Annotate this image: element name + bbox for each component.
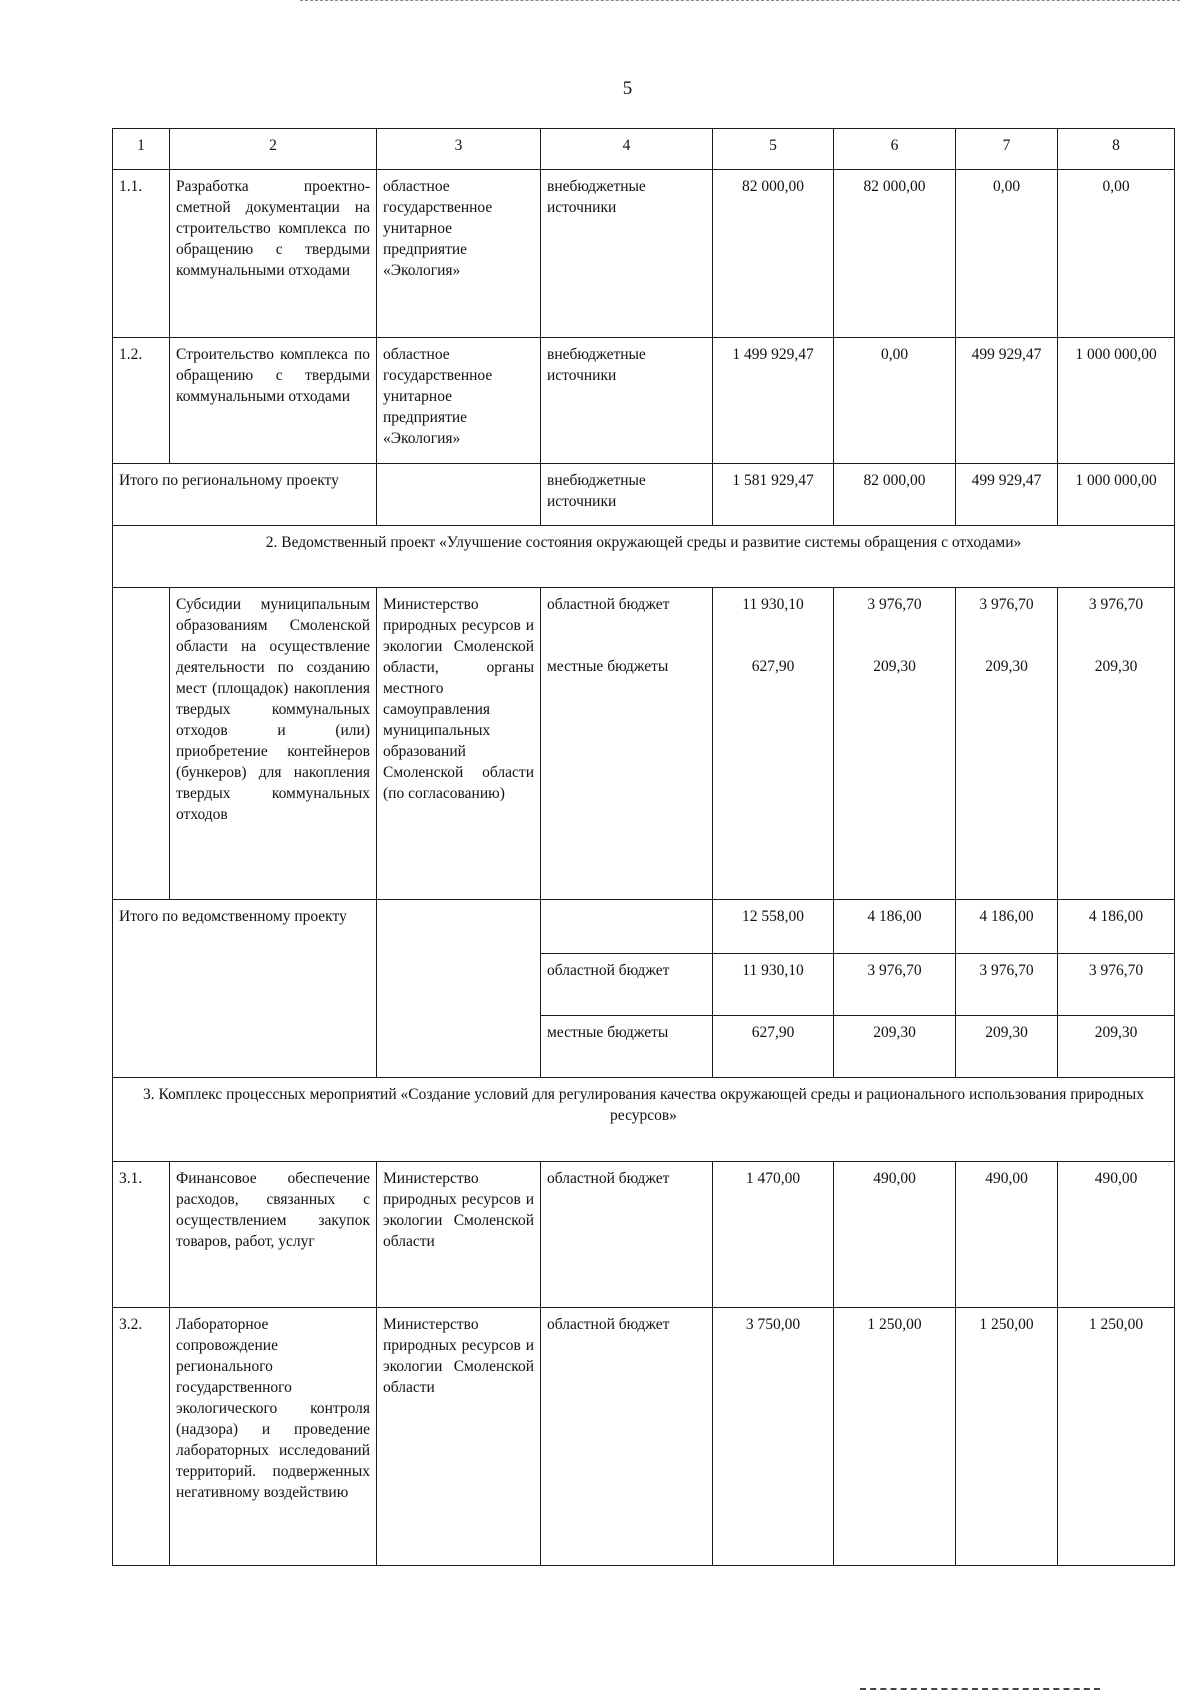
funding-source: областной бюджет <box>541 954 713 1016</box>
executor: областное государственное унитарное предприятие «Экология» <box>377 170 541 338</box>
section-row-2 <box>113 526 1175 588</box>
row-number: 3.1. <box>113 1162 170 1308</box>
funding-source: областной бюджет <box>541 1308 713 1566</box>
column-header: 1 <box>113 129 170 170</box>
value-col8 <box>1058 588 1175 900</box>
value-col7: 209,30 <box>956 1016 1058 1078</box>
value-col7: 499 929,47 <box>956 464 1058 526</box>
value-col5: 82 000,00 <box>713 170 834 338</box>
executor: Министерство природных ресурсов и экологии Смоленской области <box>377 1308 541 1566</box>
total-label: Итого по ведомственному проекту <box>113 900 377 1078</box>
value-col7: 3 976,70 <box>956 954 1058 1016</box>
value-col5 <box>713 588 834 900</box>
value-col6: 4 186,00 <box>834 900 956 954</box>
value-col7: 490,00 <box>956 1162 1058 1308</box>
column-header: 7 <box>956 129 1058 170</box>
value-col5: 627,90 <box>713 1016 834 1078</box>
value-col5: 1 499 929,47 <box>713 338 834 464</box>
row-number: 3.2. <box>113 1308 170 1566</box>
table-row-total-regional <box>113 464 1175 526</box>
value-col5: 3 750,00 <box>713 1308 834 1566</box>
value-col6: 490,00 <box>834 1162 956 1308</box>
value-col7: 1 250,00 <box>956 1308 1058 1566</box>
table-row-1-1 <box>113 170 1175 338</box>
table-row-3-1 <box>113 1162 1175 1308</box>
table-row-1-2 <box>113 338 1175 464</box>
value: 3 976,70 <box>979 596 1034 613</box>
activity-name: Субсидии муниципальным образованиям Смоленской области на осуществление деятельности по созданию мест (площадок) накопления твердых коммунальных отходов и (или) приобретение контейнеров (бункеров) для накопления твердых коммунальных отходов <box>170 588 377 900</box>
value-col5: 12 558,00 <box>713 900 834 954</box>
column-header: 6 <box>834 129 956 170</box>
funding-source: местные бюджеты <box>547 658 669 675</box>
executor: Министерство природных ресурсов и экологии Смоленской области, органы местного самоуправления муниципальных образований Смоленской области (по согласованию) <box>377 588 541 900</box>
activity-name: Финансовое обеспечение расходов, связанных с осуществлением закупок товаров, работ, услуг <box>170 1162 377 1308</box>
column-header-row <box>113 129 1175 170</box>
value-col8: 0,00 <box>1058 170 1175 338</box>
scan-artifact-bottom <box>860 1688 1100 1692</box>
value-col5: 11 930,10 <box>713 954 834 1016</box>
funding-source: местные бюджеты <box>541 1016 713 1078</box>
value-col6: 3 976,70 <box>834 954 956 1016</box>
value-col7: 499 929,47 <box>956 338 1058 464</box>
column-header: 5 <box>713 129 834 170</box>
activity-name: Разработка проектно-сметной документации на строительство комплекса по обращению с твердыми коммунальными отходами <box>170 170 377 338</box>
value-col8: 209,30 <box>1058 1016 1175 1078</box>
value: 3 976,70 <box>867 596 922 613</box>
value: 209,30 <box>873 658 916 675</box>
value-col8: 3 976,70 <box>1058 954 1175 1016</box>
activity-name: Строительство комплекса по обращению с твердыми коммунальными отходами <box>170 338 377 464</box>
table-row-total-dept <box>113 900 1175 954</box>
executor: областное государственное унитарное предприятие «Экология» <box>377 338 541 464</box>
funding-source: внебюджетные источники <box>541 464 713 526</box>
value: 209,30 <box>985 658 1028 675</box>
value-col7: 4 186,00 <box>956 900 1058 954</box>
executor-empty <box>377 900 541 1078</box>
section-row-3 <box>113 1078 1175 1162</box>
funding-source-group <box>541 588 713 900</box>
table-row-subsidy <box>113 588 1175 900</box>
funding-source-empty <box>541 900 713 954</box>
funding-source: внебюджетные источники <box>541 338 713 464</box>
value-col8: 1 000 000,00 <box>1058 338 1175 464</box>
activity-name: Лабораторное сопровождение регионального государственного экологического контроля (надзора) и проведение лабораторных исследований территорий. подверженных негативному воздействию <box>170 1308 377 1566</box>
section-title: 2. Ведомственный проект «Улучшение состояния окружающей среды и развитие системы обращения с отходами» <box>113 526 1175 588</box>
page-number: 5 <box>622 78 633 99</box>
value-col7: 0,00 <box>956 170 1058 338</box>
value-col8: 490,00 <box>1058 1162 1175 1308</box>
funding-source: областной бюджет <box>547 596 670 613</box>
value-col6: 1 250,00 <box>834 1308 956 1566</box>
value-col6: 82 000,00 <box>834 170 956 338</box>
row-number: 1.1. <box>113 170 170 338</box>
value-col6: 0,00 <box>834 338 956 464</box>
value-col6: 82 000,00 <box>834 464 956 526</box>
funding-source: внебюджетные источники <box>541 170 713 338</box>
scan-artifact-top <box>300 0 1180 3</box>
value: 3 976,70 <box>1088 596 1144 613</box>
total-label: Итого по региональному проекту <box>113 464 377 526</box>
executor-empty <box>377 464 541 526</box>
value-col5: 1 581 929,47 <box>713 464 834 526</box>
column-header: 4 <box>541 129 713 170</box>
executor: Министерство природных ресурсов и экологии Смоленской области <box>377 1162 541 1308</box>
section-title: 3. Комплекс процессных мероприятий «Создание условий для регулирования качества окружающей среды и рационального использования природных ресурсов» <box>113 1078 1175 1162</box>
value: 11 930,10 <box>742 596 804 613</box>
row-number: 1.2. <box>113 338 170 464</box>
value-col6: 209,30 <box>834 1016 956 1078</box>
table-row-3-2 <box>113 1308 1175 1566</box>
value-col8: 1 000 000,00 <box>1058 464 1175 526</box>
column-header: 2 <box>170 129 377 170</box>
row-number <box>113 588 170 900</box>
value-col7 <box>956 588 1058 900</box>
value: 627,90 <box>751 658 795 675</box>
value-col8: 4 186,00 <box>1058 900 1175 954</box>
funding-source: областной бюджет <box>541 1162 713 1308</box>
value-col5: 1 470,00 <box>713 1162 834 1308</box>
column-header: 3 <box>377 129 541 170</box>
value-col6 <box>834 588 956 900</box>
column-header: 8 <box>1058 129 1175 170</box>
value-col8: 1 250,00 <box>1058 1308 1175 1566</box>
budget-table <box>112 128 1175 1566</box>
value: 209,30 <box>1094 658 1138 675</box>
